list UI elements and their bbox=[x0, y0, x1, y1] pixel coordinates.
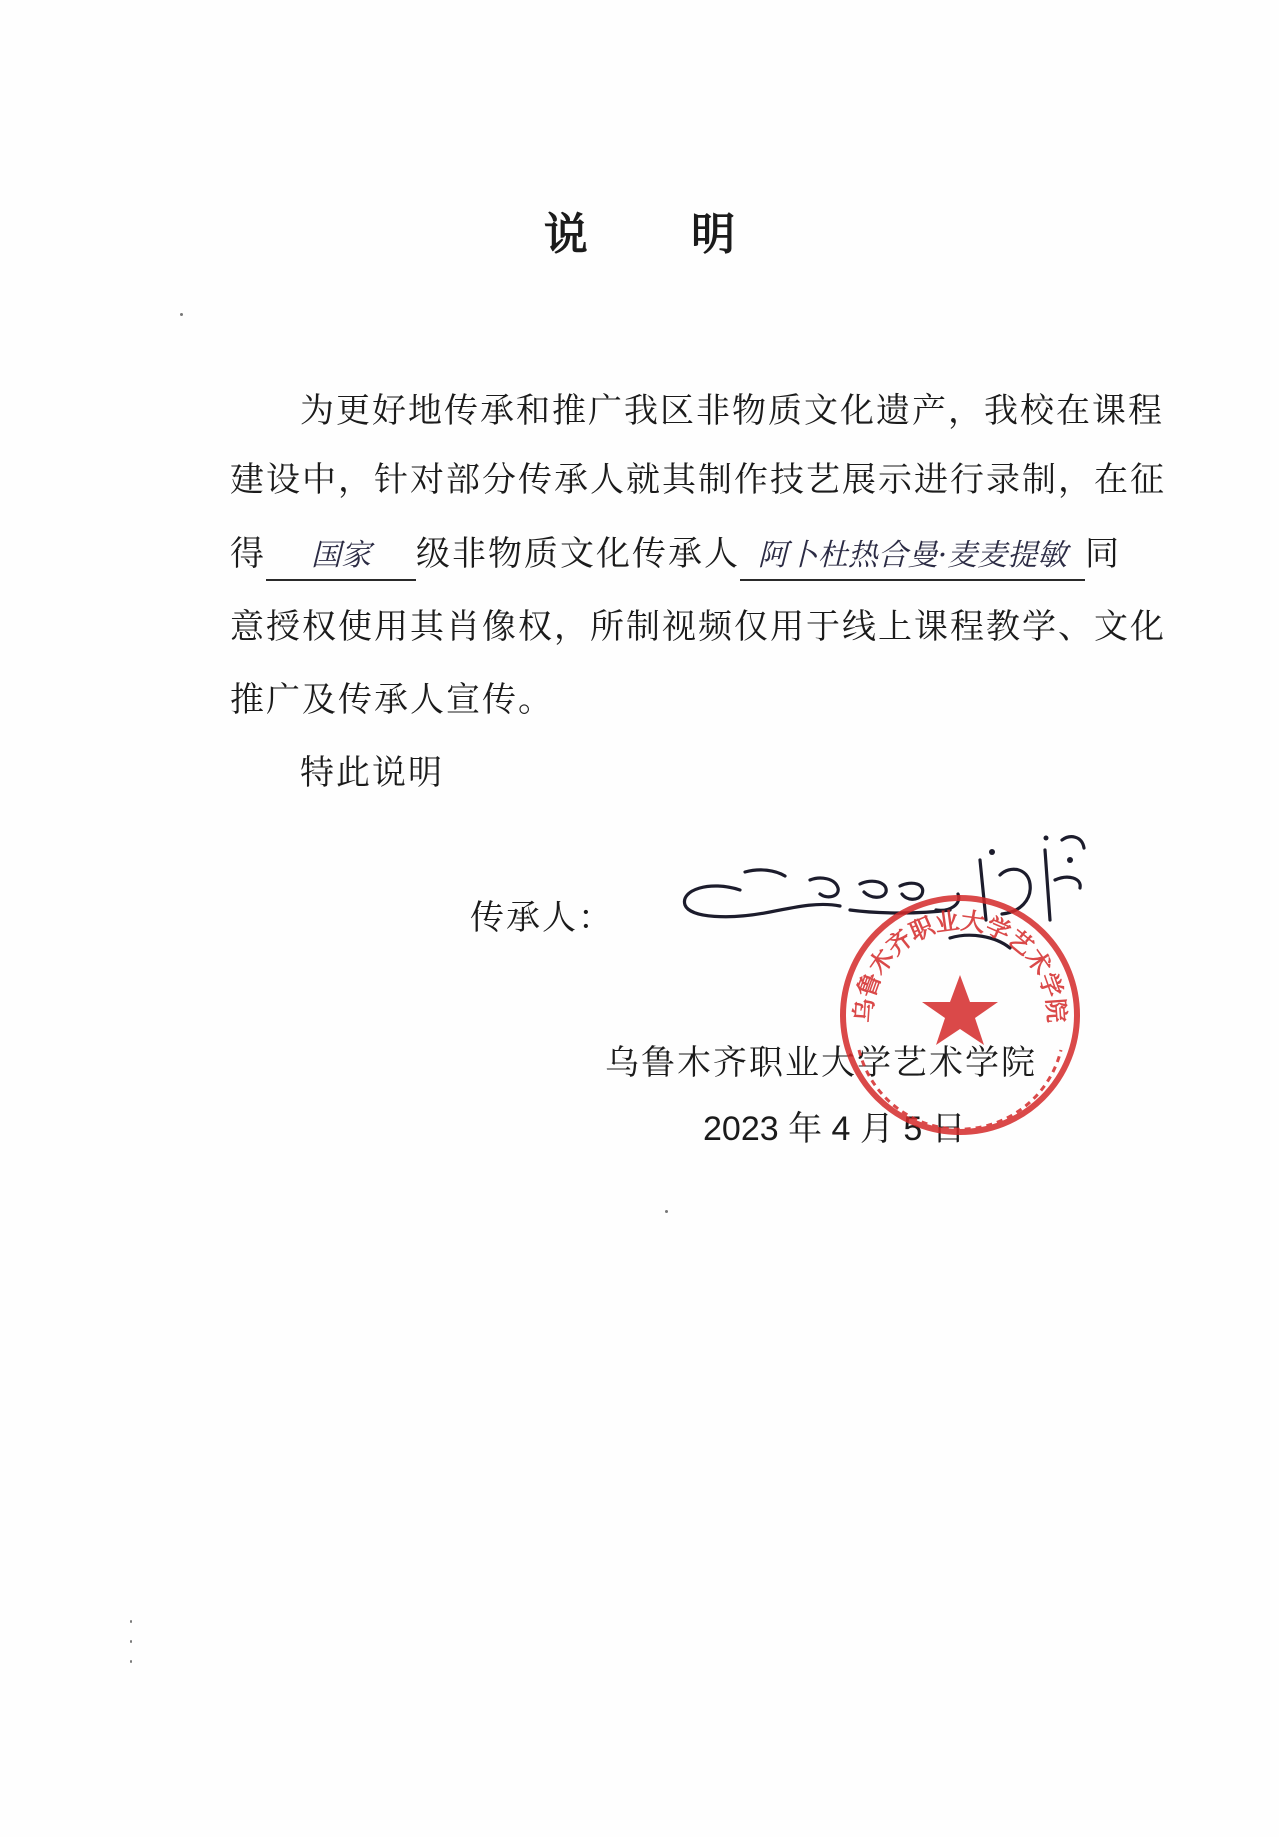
line-3-prefix: 得 bbox=[230, 534, 266, 574]
handwritten-name: 阿卜杜热合曼·麦麦提敏 bbox=[757, 538, 1068, 573]
document-title: 说 明 bbox=[543, 209, 780, 260]
seal-star-icon bbox=[922, 975, 998, 1045]
paragraph-line-5: 推广及传承人宣传。 bbox=[230, 680, 554, 720]
paragraph-line-2: 建设中，针对部分传承人就其制作技艺展示进行录制，在征 bbox=[230, 460, 1166, 500]
line-3-middle: 级非物质文化传承人 bbox=[416, 534, 740, 574]
scan-speck bbox=[665, 1210, 668, 1213]
signer-label: 传承人： bbox=[470, 898, 614, 938]
scan-speck bbox=[130, 1620, 132, 1623]
official-seal bbox=[835, 890, 1085, 1140]
paragraph-line-4: 意授权使用其肖像权，所制视频仅用于线上课程教学、文化 bbox=[230, 607, 1166, 647]
document-date: 2023 年 4 月 5 日 bbox=[703, 1110, 966, 1148]
paragraph-line-3 bbox=[230, 531, 1121, 581]
handwritten-level: 国家 bbox=[311, 538, 371, 573]
name-fill-blank bbox=[740, 531, 1085, 581]
level-fill-blank bbox=[266, 531, 416, 581]
closing-statement: 特此说明 bbox=[300, 753, 444, 793]
seal-text: 乌鲁木齐职业大学艺术学院 bbox=[849, 906, 1071, 1024]
seal-lower-script bbox=[859, 1050, 1061, 1129]
scan-speck bbox=[130, 1660, 132, 1663]
scan-speck bbox=[180, 313, 183, 316]
organization-name: 乌鲁木齐职业大学艺术学院 bbox=[605, 1043, 1037, 1083]
scan-speck bbox=[130, 1640, 132, 1643]
line-3-suffix: 同 bbox=[1085, 534, 1121, 574]
paragraph-line-1: 为更好地传承和推广我区非物质文化遗产，我校在课程 bbox=[300, 391, 1164, 431]
